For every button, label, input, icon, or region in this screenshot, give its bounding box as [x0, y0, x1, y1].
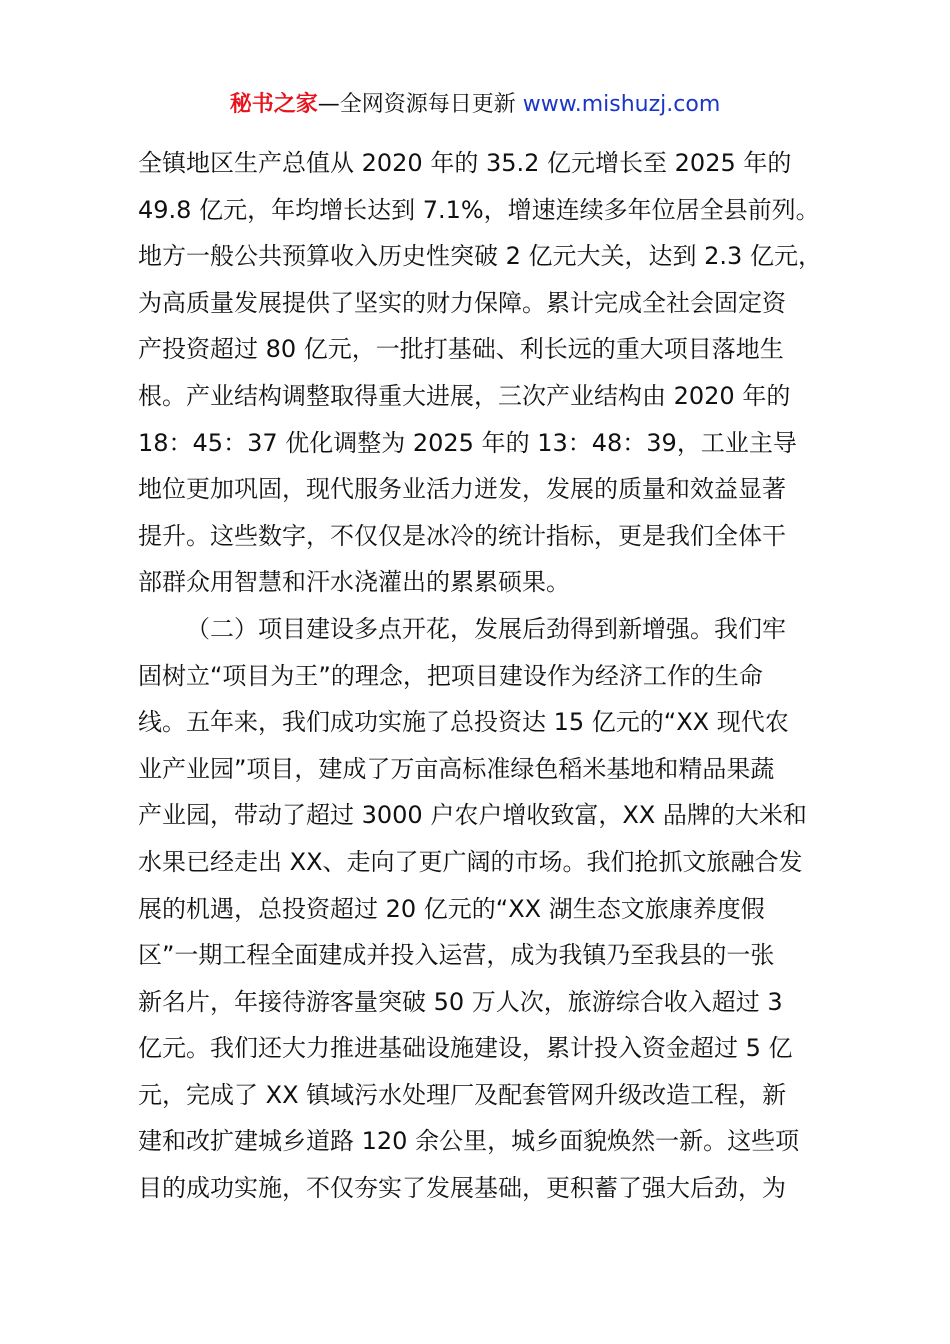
text-line: 地位更加巩固，现代服务业活力迸发，发展的质量和效益显著 — [138, 475, 786, 504]
text-line: 水果已经走出 XX、走向了更广阔的市场。我们抢抓文旅融合发 — [138, 847, 803, 876]
text-line: 部群众用智慧和汗水浇灌出的累累硕果。 — [138, 568, 570, 597]
text-line: 18：45：37 优化调整为 2025 年的 13：48：39，工业主导 — [138, 428, 797, 457]
page-header — [0, 88, 950, 122]
text-line: 全镇地区生产总值从 2020 年的 35.2 亿元增长至 2025 年的 — [138, 149, 792, 177]
text-line: 产业园，带动了超过 3000 户农户增收致富，XX 品牌的大米和 — [138, 801, 807, 830]
text-line: 为高质量发展提供了坚实的财力保障。累计完成全社会固定资 — [138, 288, 786, 317]
text-line: 建和改扩建城乡道路 120 余公里，城乡面貌焕然一新。这些项 — [138, 1127, 800, 1156]
site-link[interactable]: www.mishuzj.com — [522, 92, 721, 117]
text-line: 产投资超过 80 亿元，一批打基础、利长远的重大项目落地生 — [138, 335, 784, 364]
text-line: 地方一般公共预算收入历史性突破 2 亿元大关，达到 2.3 亿元， — [138, 242, 822, 271]
text-line: 根。产业结构调整取得重大进展，三次产业结构由 2020 年的 — [138, 381, 791, 410]
section-heading-line: （二）项目建设多点开花，发展后劲得到新增强。我们牢 — [186, 614, 786, 643]
text-line: 固树立“项目为王”的理念，把项目建设作为经济工作的生命 — [138, 661, 763, 690]
text-line: 新名片，年接待游客量突破 50 万人次，旅游综合收入超过 3 — [138, 987, 783, 1016]
text-line: 区”一期工程全面建成并投入运营，成为我镇乃至我县的一张 — [138, 941, 775, 970]
text-line: 49.8 亿元，年均增长达到 7.1%，增速连续多年位居全县前列。 — [138, 195, 820, 224]
brand-name: 秘书之家 — [229, 92, 318, 117]
text-line: 提升。这些数字，不仅仅是冰冷的统计指标，更是我们全体干 — [138, 521, 786, 550]
header-tagline: —全网资源每日更新 — [317, 92, 516, 117]
text-line: 目的成功实施，不仅夯实了发展基础，更积蓄了强大后劲，为 — [138, 1174, 786, 1203]
text-line: 元，完成了 XX 镇域污水处理厂及配套管网升级改造工程，新 — [138, 1080, 787, 1109]
text-line: 展的机遇，总投资超过 20 亿元的“XX 湖生态文旅康养度假 — [138, 894, 765, 923]
text-line: 亿元。我们还大力推进基础设施建设，累计投入资金超过 5 亿 — [138, 1034, 793, 1063]
document-body — [138, 140, 858, 1212]
text-line: 业产业园”项目，建成了万亩高标准绿色稻米基地和精品果蔬 — [138, 754, 775, 783]
text-line: 线。五年来，我们成功实施了总投资达 15 亿元的“XX 现代农 — [138, 708, 789, 737]
